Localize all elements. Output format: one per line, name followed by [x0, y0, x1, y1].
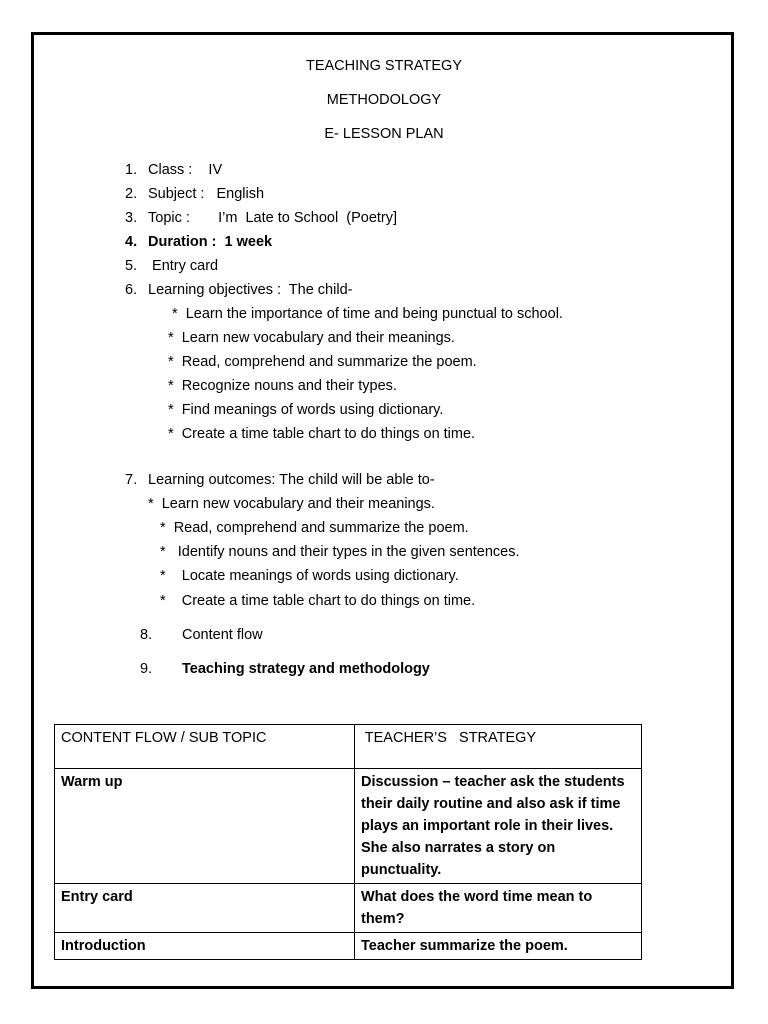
- item-entry-card: Entry card: [148, 258, 219, 274]
- item-number: 8.: [140, 627, 153, 643]
- item-number: 7.: [125, 472, 138, 488]
- table-cell-subtopic: Warm up: [55, 769, 355, 884]
- objective-item: * Create a time table chart to do things on time.: [168, 426, 476, 442]
- item-number: 2.: [125, 186, 138, 202]
- item-number: 4.: [125, 234, 138, 250]
- item-learning-outcomes: Learning outcomes: The child will be able to-: [148, 472, 435, 488]
- item-duration: Duration : 1 week: [148, 234, 273, 250]
- table-cell-strategy: Discussion – teacher ask the students their daily routine and also ask if time plays an important role in their lives. She also narrates a story on punctuality.: [355, 769, 642, 884]
- title-teaching-strategy: TEACHING STRATEGY: [305, 58, 463, 74]
- item-class: Class : IV: [148, 162, 223, 178]
- item-number: 1.: [125, 162, 138, 178]
- item-topic: Topic : I’m Late to School (Poetry]: [148, 210, 398, 226]
- item-number: 3.: [125, 210, 138, 226]
- table-cell-subtopic: Introduction: [55, 933, 355, 960]
- title-methodology: METHODOLOGY: [326, 92, 442, 108]
- item-number: 6.: [125, 282, 138, 298]
- table-cell-strategy: What does the word time mean to them?: [355, 884, 642, 933]
- table-row: [55, 884, 642, 933]
- table-header-cell: CONTENT FLOW / SUB TOPIC: [55, 725, 355, 769]
- table-row: [55, 769, 642, 884]
- item-number: 9.: [140, 661, 153, 677]
- table-header-cell: TEACHER’S STRATEGY: [355, 725, 642, 769]
- table-cell-strategy: Teacher summarize the poem.: [355, 933, 642, 960]
- outcome-item: * Read, comprehend and summarize the poem.: [160, 520, 469, 536]
- outcome-item: * Create a time table chart to do things on time.: [160, 593, 476, 609]
- objective-item: * Learn new vocabulary and their meanings.: [168, 330, 455, 346]
- objective-item: * Learn the importance of time and being punctual to school.: [172, 306, 563, 322]
- item-teaching-strategy: Teaching strategy and methodology: [182, 661, 430, 677]
- outcome-item: * Locate meanings of words using dictionary.: [160, 568, 459, 584]
- strategy-table: [54, 724, 642, 960]
- item-content-flow: Content flow: [182, 627, 263, 643]
- outcome-item: * Identify nouns and their types in the given sentences.: [160, 544, 520, 560]
- objective-item: * Find meanings of words using dictionary.: [168, 402, 444, 418]
- objective-item: * Read, comprehend and summarize the poem.: [168, 354, 477, 370]
- item-number: 5.: [125, 258, 138, 274]
- table-header-row: [55, 725, 642, 769]
- title-lesson-plan: E- LESSON PLAN: [324, 126, 444, 142]
- item-learning-objectives: Learning objectives : The child-: [148, 282, 353, 298]
- objective-item: * Recognize nouns and their types.: [168, 378, 397, 394]
- item-subject: Subject : English: [148, 186, 265, 202]
- outcome-item: * Learn new vocabulary and their meanings.: [148, 496, 435, 512]
- table-row: [55, 933, 642, 960]
- table-cell-subtopic: Entry card: [55, 884, 355, 933]
